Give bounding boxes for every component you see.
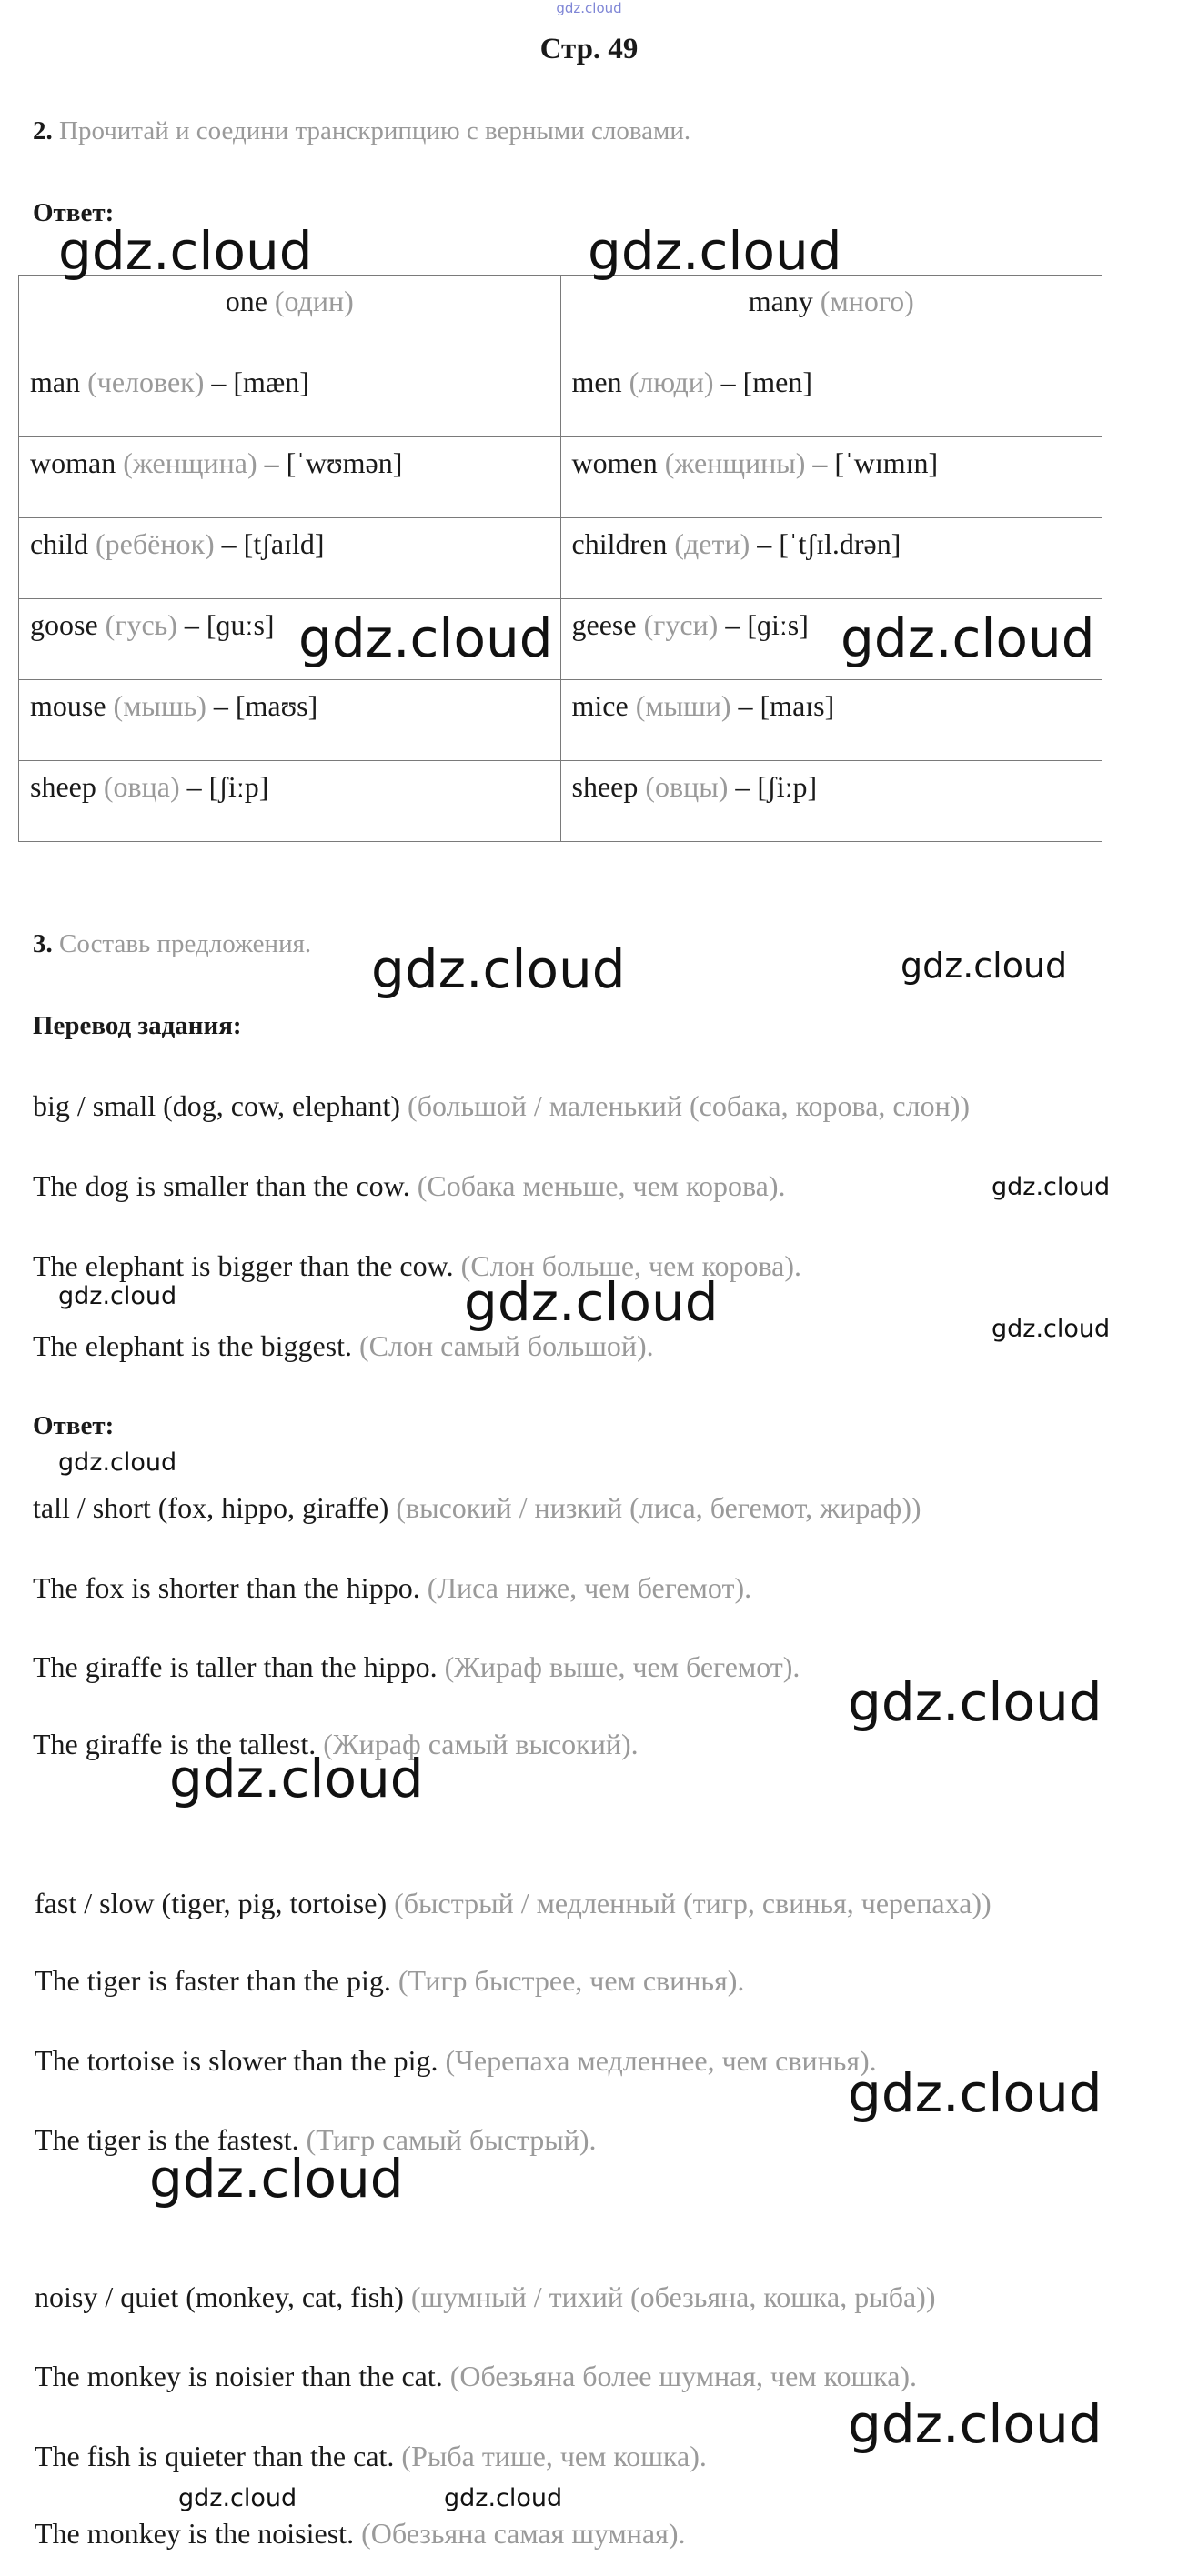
cell-word: mouse [30,689,106,722]
sentence-en: The monkey is the noisiest. [35,2517,355,2550]
task-text: Составь предложения. [59,929,312,958]
table-row [19,356,1102,437]
header-translation: (один) [274,285,354,317]
cell-tr: (гусь) [105,608,177,641]
sentence-line [35,2360,917,2393]
sentence-line [35,1964,744,1998]
sentence-en: The giraffe is taller than the hippo. [33,1650,438,1683]
cell-tr: (женщины) [664,446,806,479]
top-watermark: gdz.cloud [556,0,622,16]
watermark: gdz.cloud [992,1173,1111,1201]
sentence-ru: (Рыба тише, чем кошка). [401,2440,707,2472]
watermark: gdz.cloud [149,2148,404,2210]
sentence-en: The fish is quieter than the cat. [35,2440,395,2472]
table-cell [19,761,561,842]
sentence-line [33,1491,921,1525]
table-cell [19,356,561,437]
cell-ipa: – [ʃiːp] [186,770,269,803]
table-cell [560,761,1102,842]
cell-word: children [571,527,668,560]
cell-ipa: – [maʊs] [213,689,318,722]
watermark: gdz.cloud [901,946,1068,986]
translation-label: Перевод задания: [33,1011,242,1040]
sentence-en: The tiger is faster than the pig. [35,1964,391,1997]
sentence-line [35,2440,707,2473]
cell-ipa: – [men] [720,366,812,398]
sentence-en: The monkey is noisier than the cat. [35,2360,443,2392]
sentence-line [35,2517,685,2551]
cell-tr: (ребёнок) [95,527,215,560]
page-title: Стр. 49 [539,33,639,65]
sentence-en: The tiger is the fastest. [35,2123,299,2156]
watermark: gdz.cloud [588,220,842,282]
sentence-ru: (Слон больше, чем корова). [460,1249,802,1282]
table-header-row [19,276,1102,356]
sentence-en: noisy / quiet (monkey, cat, fish) [35,2280,404,2313]
watermark: gdz.cloud [992,1315,1111,1343]
sentence-line [35,2280,935,2314]
task-3-prompt [33,929,311,959]
watermark: gdz.cloud [848,2062,1102,2124]
sentence-line [33,1329,654,1363]
cell-word: child [30,527,88,560]
watermark: gdz.cloud [178,2484,297,2512]
watermark: gdz.cloud [371,938,626,1000]
words-table [18,275,1102,842]
cell-word: man [30,366,81,398]
watermark: gdz.cloud [58,1282,177,1310]
sentence-ru: (Лиса ниже, чем бегемот). [427,1571,752,1604]
sentence-en: big / small (dog, cow, elephant) [33,1089,401,1122]
watermark: gdz.cloud [848,2393,1102,2455]
cell-ipa: – [ˈwʊmən] [264,446,403,479]
cell-ipa: – [tʃaɪld] [221,527,325,560]
sentence-en: The elephant is the biggest. [33,1329,353,1362]
task-text: Прочитай и соедини транскрипцию с верными словами. [59,116,691,145]
cell-tr: (женщина) [123,446,257,479]
table-row [19,680,1102,761]
cell-word: women [571,446,658,479]
table-header-cell [19,276,561,356]
cell-word: sheep [30,770,96,803]
sentence-ru: (Обезьяна более шумная, чем кошка). [449,2360,918,2392]
sentence-ru: (Тигр самый быстрый). [306,2123,597,2156]
sentence-ru: (Тигр быстрее, чем свинья). [398,1964,745,1997]
cell-ipa: – [maɪs] [738,689,835,722]
watermark: gdz.cloud [58,220,313,282]
task-number: 3. [33,929,53,958]
answer-label: Ответ: [33,198,115,227]
sentence-en: The tortoise is slower than the pig. [35,2044,438,2077]
sentence-ru: (шумный / тихий (обезьяна, кошка, рыба)) [410,2280,936,2313]
sentence-ru: (быстрый / медленный (тигр, свинья, черепаха)) [394,1887,992,1919]
table-cell [560,518,1102,599]
cell-ipa: – [ˈwɪmɪn] [812,446,939,479]
sentence-en: The fox is shorter than the hippo. [33,1571,420,1604]
watermark: gdz.cloud [58,1448,177,1477]
table-row [19,437,1102,518]
cell-tr: (мышь) [113,689,206,722]
table-cell [560,356,1102,437]
sentence-ru: (Обезьяна самая шумная). [361,2517,686,2550]
sentence-ru: (высокий / низкий (лиса, бегемот, жираф)) [396,1491,921,1524]
cell-tr: (человек) [87,366,205,398]
table-cell [560,680,1102,761]
cell-word: mice [571,689,629,722]
sentence-ru: (Черепаха медленнее, чем свинья). [445,2044,877,2077]
sentence-ru: (Жираф выше, чем бегемот). [444,1650,800,1683]
task-2-prompt [33,116,690,146]
table-cell [19,518,561,599]
task-number: 2. [33,116,53,145]
cell-tr: (мыши) [635,689,731,722]
sentence-line [35,1887,992,1920]
header-word: many [748,285,813,317]
sentence-en: fast / slow (tiger, pig, tortoise) [35,1887,388,1919]
cell-ipa: – [ʃiːp] [735,770,818,803]
table-cell [19,437,561,518]
header-word: one [225,285,267,317]
cell-tr: (люди) [629,366,714,398]
sentence-ru: (большой / маленький (собака, корова, слон)) [408,1089,971,1122]
sentence-line [33,1169,785,1203]
sentence-line [33,1650,800,1684]
watermark: gdz.cloud [841,607,1095,669]
cell-ipa: – [ɡuːs] [184,608,275,641]
cell-word: men [571,366,622,398]
sentence-line [33,1571,751,1605]
sentence-en: The elephant is bigger than the cow. [33,1249,454,1282]
watermark: gdz.cloud [444,2484,563,2512]
watermark: gdz.cloud [848,1671,1102,1733]
sentence-line [35,2044,877,2078]
table-row [19,518,1102,599]
cell-word: woman [30,446,116,479]
sentence-ru: (Собака меньше, чем корова). [417,1169,786,1202]
watermark: gdz.cloud [169,1748,424,1809]
cell-tr: (овца) [103,770,180,803]
table-cell [560,437,1102,518]
sentence-ru: (Жираф самый высокий). [323,1728,639,1760]
cell-word: sheep [571,770,639,803]
watermark: gdz.cloud [298,607,553,669]
table-row [19,761,1102,842]
sentence-line [33,1089,970,1123]
header-translation: (много) [820,285,914,317]
cell-word: geese [571,608,637,641]
answer-label: Ответ: [33,1411,115,1440]
cell-ipa: – [ˈtʃɪl.drən] [757,527,901,560]
sentence-en: The dog is smaller than the cow. [33,1169,410,1202]
sentence-ru: (Слон самый большой). [359,1329,654,1362]
cell-tr: (овцы) [645,770,729,803]
watermark: gdz.cloud [464,1271,719,1333]
sentence-en: tall / short (fox, hippo, giraffe) [33,1491,389,1524]
cell-ipa: – [ɡiːs] [725,608,809,641]
cell-tr: (гуси) [643,608,719,641]
table-cell [19,680,561,761]
table-header-cell [560,276,1102,356]
cell-ipa: – [mæn] [211,366,309,398]
cell-tr: (дети) [674,527,750,560]
sentence-en: The giraffe is the tallest. [33,1728,317,1760]
cell-word: goose [30,608,98,641]
